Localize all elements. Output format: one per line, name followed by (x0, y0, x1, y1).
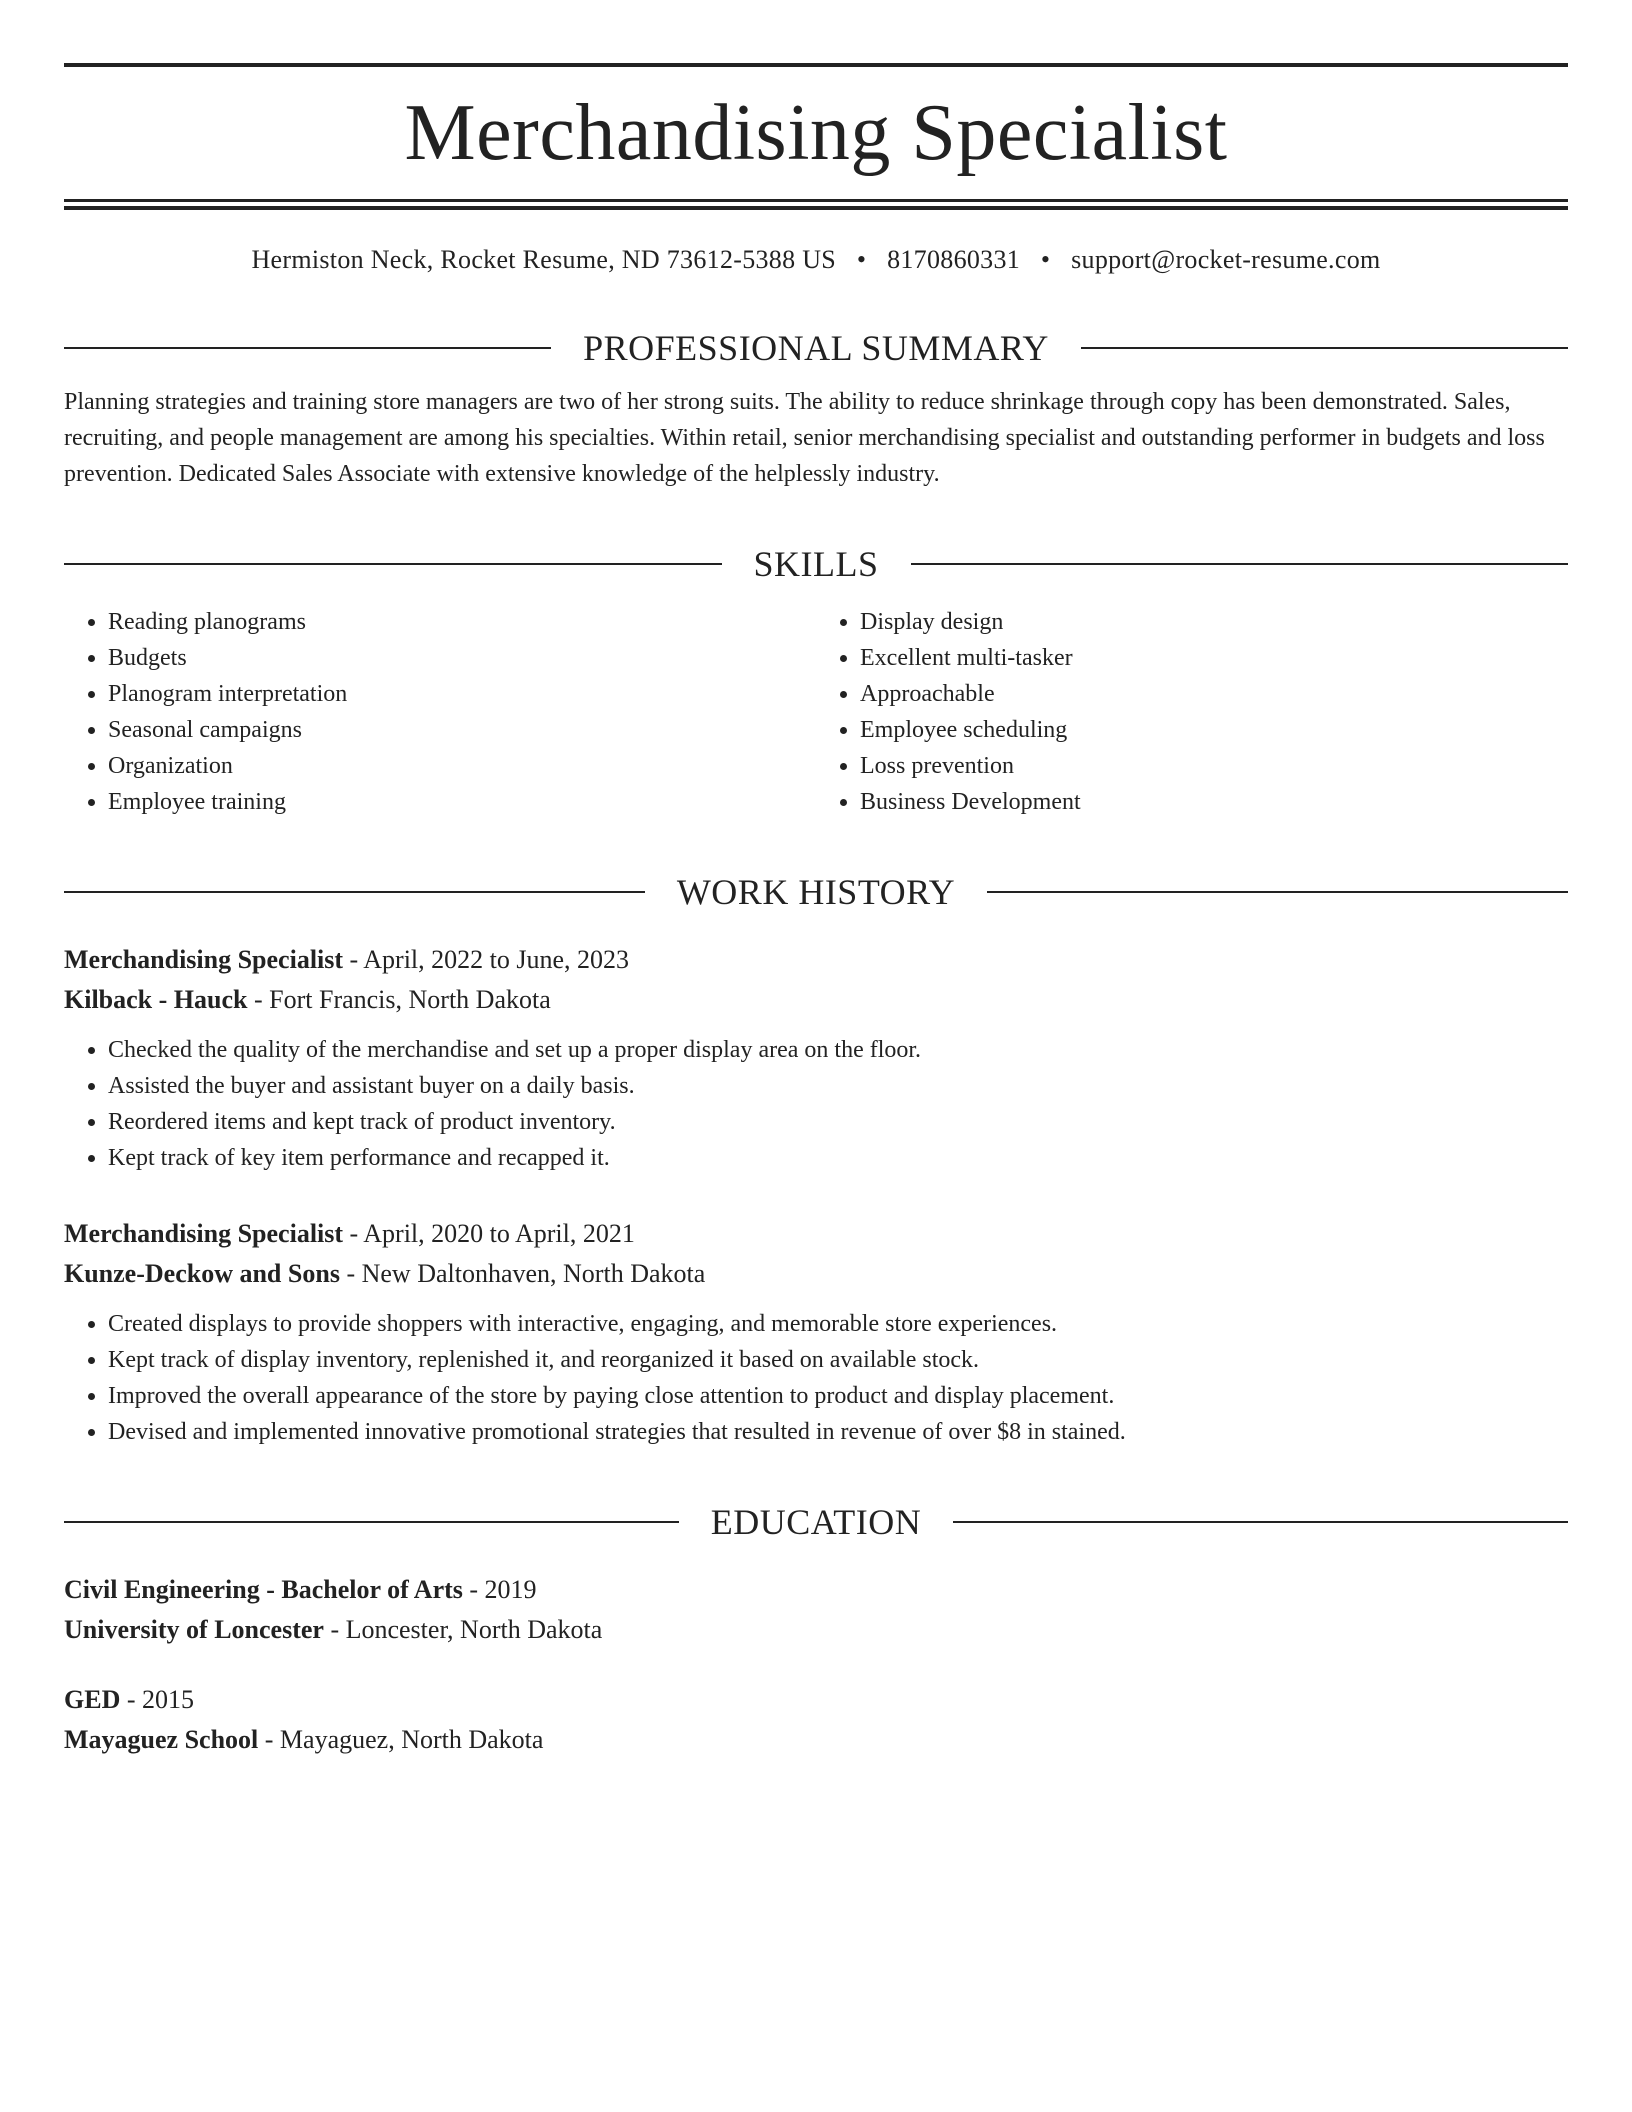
job-bullets (64, 1032, 1568, 1176)
job-position: Merchandising Specialist (64, 1219, 344, 1248)
education-school-line (64, 1610, 1568, 1650)
education-school-line (64, 1720, 1568, 1760)
section-rule-left (64, 563, 722, 565)
job-company-line (64, 980, 1568, 1020)
skill-item: • Planogram interpretation (108, 676, 816, 712)
contact-email: support@rocket-resume.com (1071, 245, 1381, 274)
education-school: University of Loncester (64, 1615, 324, 1644)
section-rule-right (953, 1521, 1568, 1523)
education-year: - 2015 (120, 1685, 195, 1714)
work-section-header (64, 870, 1568, 914)
section-rule-left (64, 891, 645, 893)
skill-item: • Business Development (860, 784, 1568, 820)
education-location: - Loncester, North Dakota (323, 1615, 603, 1644)
education-degree: GED (64, 1685, 121, 1714)
section-rule-right (911, 563, 1569, 565)
summary-text: Planning strategies and training store managers are two of her strong suits. The ability to reduce shrinkage through copy has been demonstrated. Sales, recruiting, and people management are among his specialties. Within retail, senior merchandising specialist and outstanding performer in budgets and loss prevention. Dedicated Sales Associate with extensive knowledge of the helplessly industry. (64, 389, 1545, 487)
skill-item: • Seasonal campaigns (108, 712, 816, 748)
education-location: - Mayaguez, North Dakota (258, 1725, 544, 1754)
resume-page (64, 0, 1568, 1760)
job-entry (64, 940, 1568, 1176)
skill-item: • Loss prevention (860, 748, 1568, 784)
education-degree: Civil Engineering - Bachelor of Arts (64, 1575, 463, 1604)
top-rule (64, 63, 1568, 67)
job-bullet: • Kept track of key item performance and recapped it. (108, 1140, 1568, 1176)
job-bullet: • Created displays to provide shoppers with interactive, engaging, and memorable store experiences. (108, 1306, 1568, 1342)
education-section-header (64, 1500, 1568, 1544)
education-entry (64, 1570, 1568, 1650)
job-bullet: • Assisted the buyer and assistant buyer on a daily basis. (108, 1068, 1568, 1104)
job-title-line (64, 940, 1568, 980)
education-school: Mayaguez School (64, 1725, 259, 1754)
skill-item: • Reading planograms (108, 604, 816, 640)
summary-section-title: PROFESSIONAL SUMMARY (583, 328, 1049, 368)
job-company-line (64, 1254, 1568, 1294)
job-bullet: • Checked the quality of the merchandise and set up a proper display area on the floor. (108, 1032, 1568, 1068)
section-rule-right (1081, 347, 1568, 349)
education-degree-line (64, 1570, 1568, 1610)
contact-separator: • (856, 245, 867, 274)
work-section-title: WORK HISTORY (676, 872, 956, 912)
skill-item: • Organization (108, 748, 816, 784)
job-location: - New Daltonhaven, North Dakota (339, 1259, 706, 1288)
job-position: Merchandising Specialist (64, 945, 344, 974)
skill-item: • Budgets (108, 640, 816, 676)
skill-item: • Excellent multi-tasker (860, 640, 1568, 676)
skills-section-title: SKILLS (753, 544, 879, 584)
resume-name-heading: Merchandising Specialist (404, 89, 1228, 177)
job-company: Kilback - Hauck (64, 985, 248, 1014)
section-rule-left (64, 347, 551, 349)
education-section-title: EDUCATION (710, 1502, 922, 1542)
skills-column-right (816, 604, 1568, 820)
job-bullets (64, 1306, 1568, 1450)
job-bullet: • Devised and implemented innovative promotional strategies that resulted in revenue of over $8 in stained. (108, 1414, 1568, 1450)
job-company: Kunze-Deckow and Sons (64, 1259, 340, 1288)
education-year: - 2019 (462, 1575, 537, 1604)
skill-item: • Display design (860, 604, 1568, 640)
skill-item: • Employee training (108, 784, 816, 820)
education-degree-line (64, 1680, 1568, 1720)
job-dates: - April, 2020 to April, 2021 (343, 1219, 635, 1248)
summary-section-header (64, 326, 1568, 370)
job-bullet: • Improved the overall appearance of the store by paying close attention to product and display placement. (108, 1378, 1568, 1414)
section-rule-right (987, 891, 1568, 893)
skills-section-header (64, 542, 1568, 586)
job-title-line (64, 1214, 1568, 1254)
skills-list (64, 604, 1568, 820)
job-entry (64, 1214, 1568, 1450)
contact-separator: • (1040, 245, 1051, 274)
job-bullet: • Kept track of display inventory, replenished it, and reorganized it based on available stock. (108, 1342, 1568, 1378)
skill-item: • Approachable (860, 676, 1568, 712)
section-rule-left (64, 1521, 679, 1523)
education-entry (64, 1680, 1568, 1760)
contact-phone: 8170860331 (887, 245, 1021, 274)
skills-column-left (64, 604, 816, 820)
job-dates: - April, 2022 to June, 2023 (343, 945, 630, 974)
contact-address: Hermiston Neck, Rocket Resume, ND 73612-5388 US (251, 245, 837, 274)
skill-item: • Employee scheduling (860, 712, 1568, 748)
job-bullet: • Reordered items and kept track of product inventory. (108, 1104, 1568, 1140)
contact-line (64, 244, 1568, 276)
double-rule (64, 199, 1568, 210)
job-location: - Fort Francis, North Dakota (247, 985, 551, 1014)
